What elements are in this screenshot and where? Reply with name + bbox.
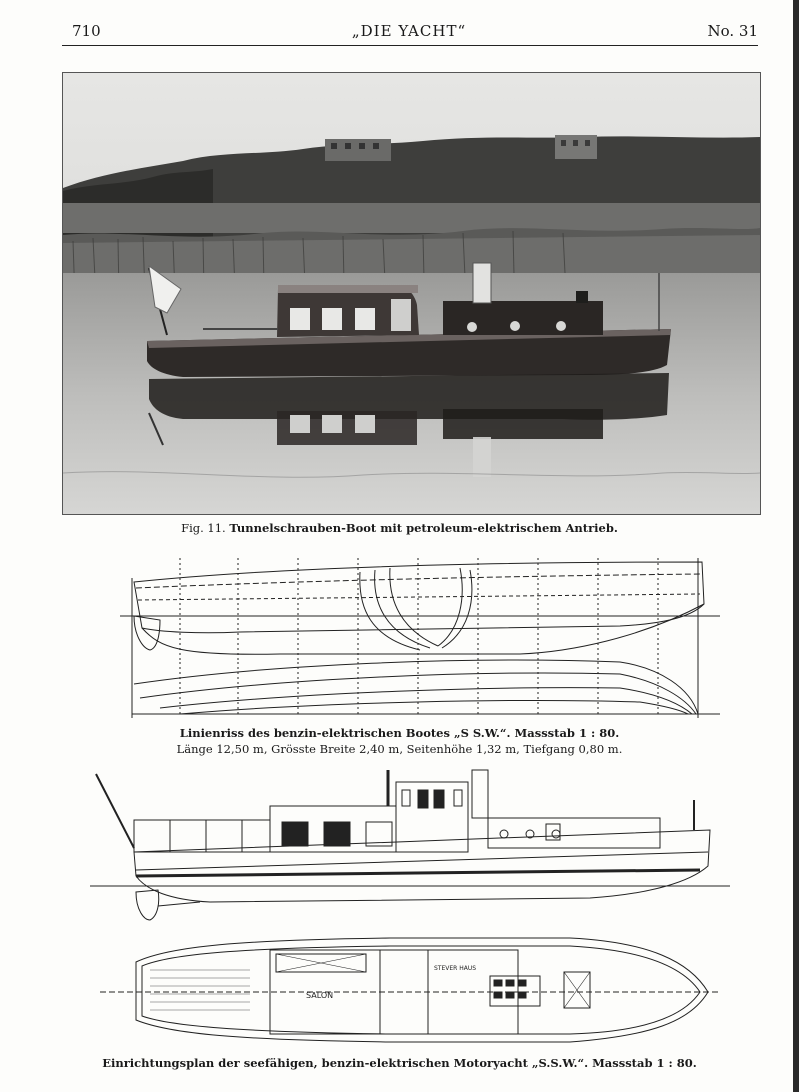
salon-label: SALON	[306, 991, 334, 1000]
figure-1-title: Tunnelschrauben-Boot mit petroleum-elektrischem Antrieb.	[229, 521, 618, 535]
figure-1-label: Fig. 11.	[181, 521, 226, 535]
arrangement-plan-drawing	[90, 766, 730, 1048]
figure-3-caption	[0, 1056, 799, 1070]
figure-2-title: Linienriss des benzin-elektrischen Bootes „S S.W.“. Massstab 1 : 80.	[179, 726, 620, 740]
figure-2-dimensions: Länge 12,50 m, Grösste Breite 2,40 m, Seitenhöhe 1,32 m, Tiefgang 0,80 m.	[176, 742, 623, 756]
issue-number: No. 31	[707, 22, 758, 40]
steuerhaus-label: STEVER HAUS	[434, 965, 477, 972]
boat-photograph	[62, 72, 761, 515]
figure-3-title: Einrichtungsplan der seefähigen, benzin-elektrischen Motoryacht „S.S.W.“. Massstab 1 : 80.	[102, 1056, 697, 1070]
page-edge	[793, 0, 799, 1092]
journal-title: „DIE YACHT“	[351, 22, 467, 40]
lines-plan-drawing	[120, 558, 720, 720]
figure-2-caption	[0, 726, 799, 740]
header-rule	[62, 45, 758, 46]
page-number: 710	[72, 22, 101, 40]
figure-1-caption	[0, 521, 799, 535]
